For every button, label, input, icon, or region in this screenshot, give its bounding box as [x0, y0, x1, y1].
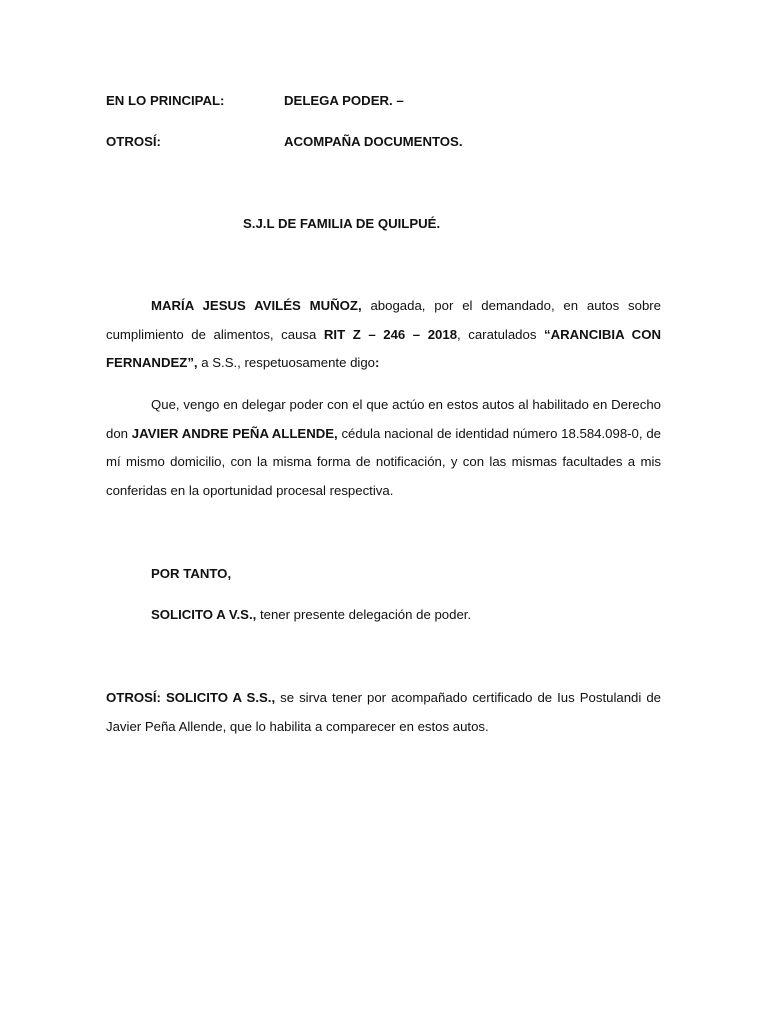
solicito-text: tener presente delegación de poder.: [256, 607, 472, 622]
case-rit: RIT Z – 246 – 2018: [323, 326, 458, 342]
paragraph-delegation-text-1: Que, vengo en delegar poder con el que actúo en estos autos al habilitado en Derecho don: [106, 397, 661, 441]
por-tanto-heading: POR TANTO,: [151, 566, 232, 581]
otrosi-text: se sirva tener por acompañado certificado de Ius Postulandi de Javier Peña Allende, que lo habilita a comparecer en estos autos.: [106, 690, 661, 734]
lawyer-name: MARÍA JESUS AVILÉS MUÑOZ,: [151, 298, 362, 313]
paragraph-delegation: [106, 391, 661, 505]
otrosi-label: OTROSÍ:: [106, 134, 161, 149]
otrosi-value: ACOMPAÑA DOCUMENTOS.: [284, 134, 463, 149]
paragraph-presentation-text-2: , caratulados: [457, 326, 545, 342]
otrosi-bold: OTROSÍ: SOLICITO A S.S.,: [106, 690, 276, 705]
paragraph-presentation-text-3: a S.S., respetuosamente digo: [197, 355, 376, 370]
paragraph-presentation: [106, 292, 661, 378]
court-heading: S.J.L DE FAMILIA DE QUILPUÉ.: [243, 216, 441, 231]
principal-label: EN LO PRINCIPAL:: [106, 93, 225, 108]
paragraph-presentation-text-1: abogada, por el demandado, en autos sobre cumplimiento de alimentos, causa: [106, 298, 662, 342]
delegate-name: JAVIER ANDRE PEÑA ALLENDE,: [131, 425, 338, 441]
paragraph-presentation-colon: :: [375, 355, 380, 370]
solicito-line: [151, 607, 471, 622]
solicito-bold: SOLICITO A V.S.,: [151, 607, 257, 622]
paragraph-delegation-text-2: cédula nacional de identidad número 18.584.098-0, de mí mismo domicilio, con la misma forma de notificación, y con las mismas facultades a mis conferidas en la oportunidad procesal respectiva.: [106, 425, 661, 498]
principal-value: DELEGA PODER. –: [284, 93, 404, 108]
paragraph-otrosi: [106, 684, 661, 741]
case-caption: “ARANCIBIA CON FERNANDEZ”,: [106, 326, 661, 370]
